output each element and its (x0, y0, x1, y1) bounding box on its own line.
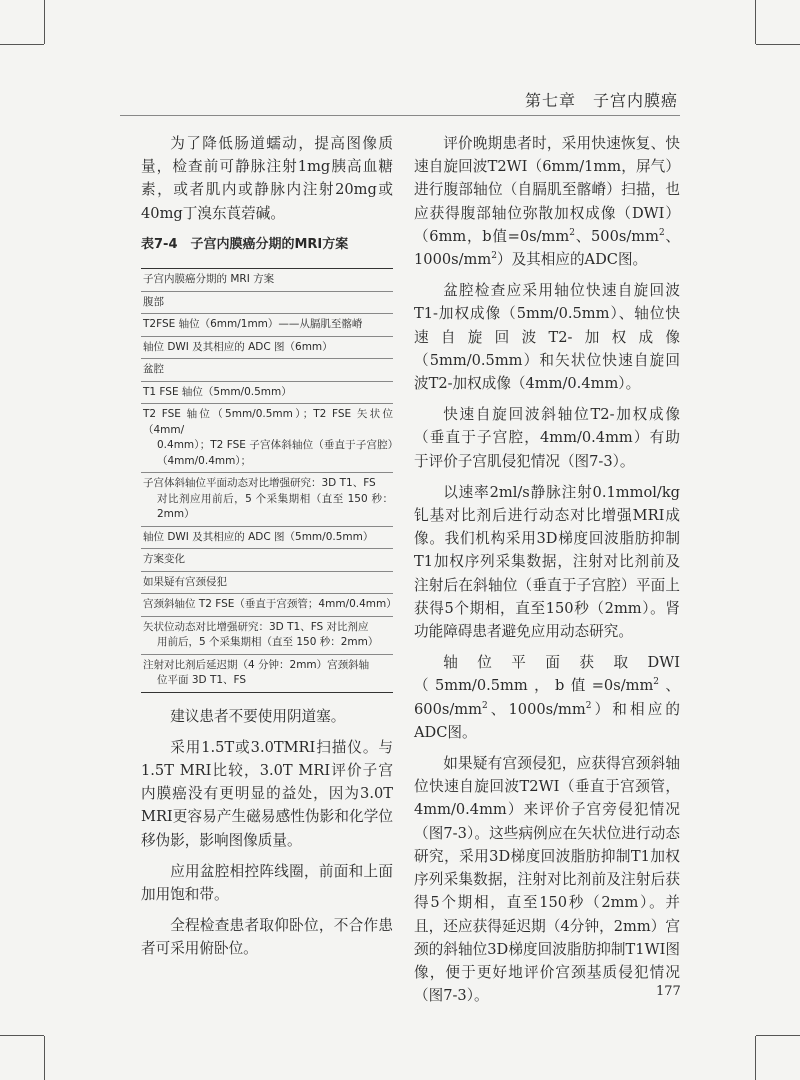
right-column (414, 132, 680, 1015)
table-row: 子宫体斜轴位平面动态对比增强研究：3D T1、FS 对比剂应用前后，5 个采集期相（直至 150 秒：2mm） (141, 473, 393, 527)
crop-mark (756, 44, 800, 45)
table-title: 表7-4 子宫内膜癌分期的MRI方案 (141, 236, 349, 252)
body-paragraph: 快速自旋回波斜轴位T2-加权成像（垂直于子宫腔，4mm/0.4mm）有助于评价子宫肌侵犯情况（图7-3）。 (414, 406, 680, 470)
intro-paragraph: 为了降低肠道蠕动，提高图像质量，检查前可静脉注射1mg胰高血糖素，或者肌内或静脉内注射20mg或40mg丁溴东莨菪碱。 (141, 135, 393, 222)
table-row: 子宫内膜癌分期的 MRI 方案 (141, 269, 393, 292)
crop-mark (44, 0, 45, 44)
left-column (141, 132, 397, 969)
table-row: T2FSE 轴位（6mm/1mm）——从膈肌至髂嵴 (141, 314, 393, 337)
table-row: T1 FSE 轴位（5mm/0.5mm） (141, 382, 393, 405)
body-paragraph: 盆腔检查应采用轴位快速自旋回波T1-加权成像（5mm/0.5mm）、轴位快速自旋回波T2-加权成像（5mm/0.5mm）和矢状位快速自旋回波T2-加权成像（4mm/0.4mm）。 (414, 282, 680, 393)
table-row: 注射对比剂后延迟期（4 分钟：2mm）宫颈斜轴 位平面 3D T1、FS (143, 658, 370, 687)
crop-mark (0, 1035, 44, 1036)
crop-mark (756, 1035, 800, 1036)
table-row: 矢状位动态对比增强研究：3D T1、FS 对比剂应 用前后，5 个采集期相（直至 150 秒：2mm） (141, 617, 393, 655)
table-row: 腹部 (141, 292, 393, 315)
table-row: 宫颈斜轴位 T2 FSE（垂直于宫颈管；4mm/0.4mm） (141, 594, 393, 617)
table-row: 盆腔 (141, 359, 393, 382)
crop-mark (0, 44, 44, 45)
body-paragraph: 轴位平面获取DWI（5mm/0.5mm，b值$=0s/mm^2$、$600s/mm^2$、$1000s/mm^2$）和相应的ADC图。 (414, 654, 680, 741)
body-paragraph: 如果疑有宫颈侵犯，应获得宫颈斜轴位快速自旋回波T2WI（垂直于宫颈管，4mm/0.4mm）来评价子宫旁侵犯情况（图7-3）。这些病例应在矢状位进行动态研究，采用3D梯度回波脂肪抑制T1加权序列采集数据，注射对比剂前及注射后获得5个期相，直至150秒（2mm）。并且，还应获得延迟期（4分钟，2mm）宫颈的斜轴位3D梯度回波脂肪抑制T1WI图像，便于更好地评价宫颈基质侵犯情况（图7-3）。 (414, 755, 680, 1005)
chapter-title: 第七章 子宫内膜癌 (524, 91, 678, 110)
body-paragraph: 评价晚期患者时，采用快速恢复、快速自旋回波T2WI（6mm/1mm，屏气）进行腹部轴位（自膈肌至髂嵴）扫描，也应获得腹部轴位弥散加权成像（DWI）（6mm，b值$=0s/mm^2$、$500s/mm^2$、$1000s/mm^2$）及其相应的ADC图。 (414, 135, 680, 269)
table-row: 如果疑有宫颈侵犯 (141, 572, 393, 595)
crop-mark (755, 0, 756, 44)
page-number: 177 (656, 984, 681, 999)
body-paragraph: 全程检查患者取仰卧位，不合作患者可采用俯卧位。 (141, 917, 393, 958)
table-row: 方案变化 (141, 549, 393, 572)
running-head (0, 86, 800, 116)
body-paragraph: 应用盆腔相控阵线圈，前面和上面加用饱和带。 (141, 862, 393, 903)
header-rule (120, 115, 680, 116)
table-row: 轴位 DWI 及其相应的 ADC 图（5mm/0.5mm） (141, 527, 393, 550)
body-paragraph: 以速率2ml/s静脉注射0.1mmol/kg钆基对比剂后进行动态对比增强MRI成像。我们机构采用3D梯度回波脂肪抑制T1加权序列采集数据，注射对比剂前及注射后在斜轴位（垂直于子宫腔）平面上获得5个期相，直至150秒（2mm）。肾功能障碍患者避免应用动态研究。 (414, 483, 680, 641)
crop-mark (44, 1036, 45, 1080)
body-paragraph: 建议患者不要使用阴道塞。 (170, 707, 346, 725)
body-paragraph: 采用1.5T或3.0TMRI扫描仪。与1.5T MRI比较，3.0T MRI评价子宫内膜癌没有更明显的益处，因为3.0T MRI更容易产生磁易感性伪影和化学位移伪影，影响图像质量。 (141, 738, 393, 849)
mri-protocol-table (141, 268, 397, 693)
table-row: T2 FSE 轴位（5mm/0.5mm）；T2 FSE 矢状位（4mm/ 0.4mm）；T2 FSE 子宫体斜轴位（垂直于子宫腔）（4mm/0.4mm）； (141, 404, 393, 473)
table-row: 轴位 DWI 及其相应的 ADC 图（6mm） (141, 337, 393, 360)
crop-mark (755, 1036, 756, 1080)
